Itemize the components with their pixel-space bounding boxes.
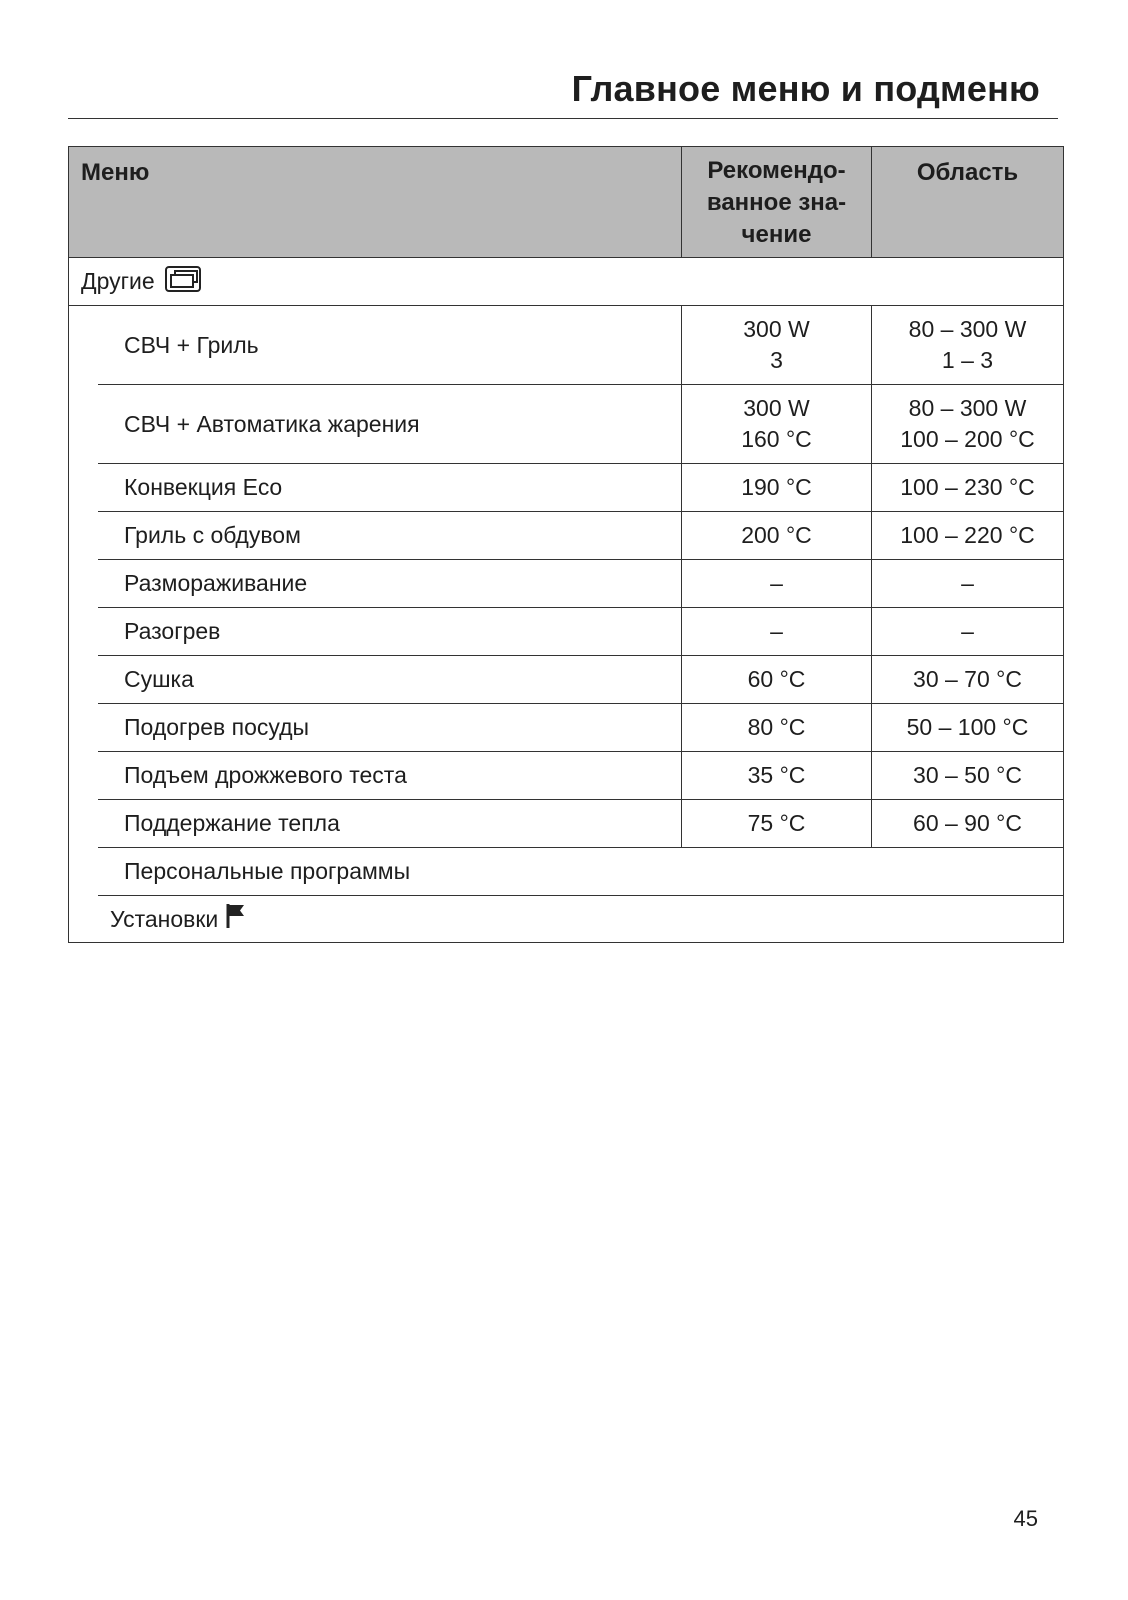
row-name: СВЧ + Автоматика жарения [98, 385, 682, 463]
settings-label: Установки [110, 905, 219, 932]
menu-table [68, 146, 1064, 943]
row-recommended: 75 °C [682, 800, 872, 847]
row-range: 100 – 230 °C [900, 474, 1035, 500]
row-recommended: 200 °C [682, 512, 872, 559]
row-range: 100 – 220 °C [900, 522, 1035, 548]
value-line: 300 W [743, 316, 810, 342]
value-line: 3 [770, 347, 783, 373]
group-other [69, 258, 1063, 306]
row-name: Поддержание тепла [98, 800, 682, 847]
oven-dual-frame-icon [165, 266, 201, 298]
table-row [98, 704, 1063, 752]
row-name: Подогрев посуды [98, 704, 682, 751]
header-range: Область [916, 159, 1019, 186]
row-recommended: – [682, 560, 872, 607]
row-name: СВЧ + Гриль [98, 306, 682, 384]
row-range [872, 306, 1063, 384]
settings-row [69, 896, 1063, 942]
table-row [98, 752, 1063, 800]
row-recommended: 190 °C [682, 464, 872, 511]
row-range: 30 – 50 °C [913, 762, 1022, 788]
row-recommended [682, 306, 872, 384]
table-row [98, 512, 1063, 560]
personal-programs-label: Персональные программы [124, 858, 411, 884]
flag-icon [226, 902, 246, 936]
row-name: Размораживание [98, 560, 682, 607]
table-row [98, 464, 1063, 512]
row-range: – [961, 618, 974, 644]
table-row [98, 608, 1063, 656]
page-number: 45 [1013, 1506, 1038, 1531]
row-range: 30 – 70 °C [913, 666, 1022, 692]
table-row [98, 385, 1063, 464]
header-recommended-line: ванное зна- [706, 189, 847, 216]
group-other-label: Другие [81, 268, 155, 294]
row-range: 50 – 100 °C [906, 714, 1029, 740]
table-header [69, 147, 1063, 258]
row-name: Сушка [98, 656, 682, 703]
row-recommended: 80 °C [682, 704, 872, 751]
row-range [872, 385, 1063, 463]
value-line: 100 – 200 °C [900, 426, 1035, 452]
row-recommended: 60 °C [682, 656, 872, 703]
header-recommended [682, 147, 872, 257]
header-menu: Меню [69, 147, 682, 257]
value-line: 300 W [743, 395, 810, 421]
table-row [98, 800, 1063, 848]
value-line: 80 – 300 W [908, 395, 1027, 421]
header-recommended-line: Рекомендо- [707, 157, 846, 184]
row-name: Гриль с обдувом [98, 512, 682, 559]
row-range: 60 – 90 °C [913, 810, 1022, 836]
header-recommended-line: чение [741, 221, 812, 248]
row-recommended: – [682, 608, 872, 655]
value-line: 80 – 300 W [908, 316, 1027, 342]
row-range: – [961, 570, 974, 596]
row-recommended: 35 °C [682, 752, 872, 799]
personal-programs-row [98, 848, 1063, 896]
table-row [98, 656, 1063, 704]
row-name: Разогрев [98, 608, 682, 655]
value-line: 1 – 3 [941, 347, 994, 373]
row-name: Конвекция Eco [98, 464, 682, 511]
value-line: 160 °C [741, 426, 812, 452]
row-recommended [682, 385, 872, 463]
table-row [98, 306, 1063, 385]
row-name: Подъем дрожжевого теста [98, 752, 682, 799]
title-divider [68, 118, 1058, 119]
table-row [98, 560, 1063, 608]
page-title: Главное меню и подменю [571, 68, 1040, 109]
